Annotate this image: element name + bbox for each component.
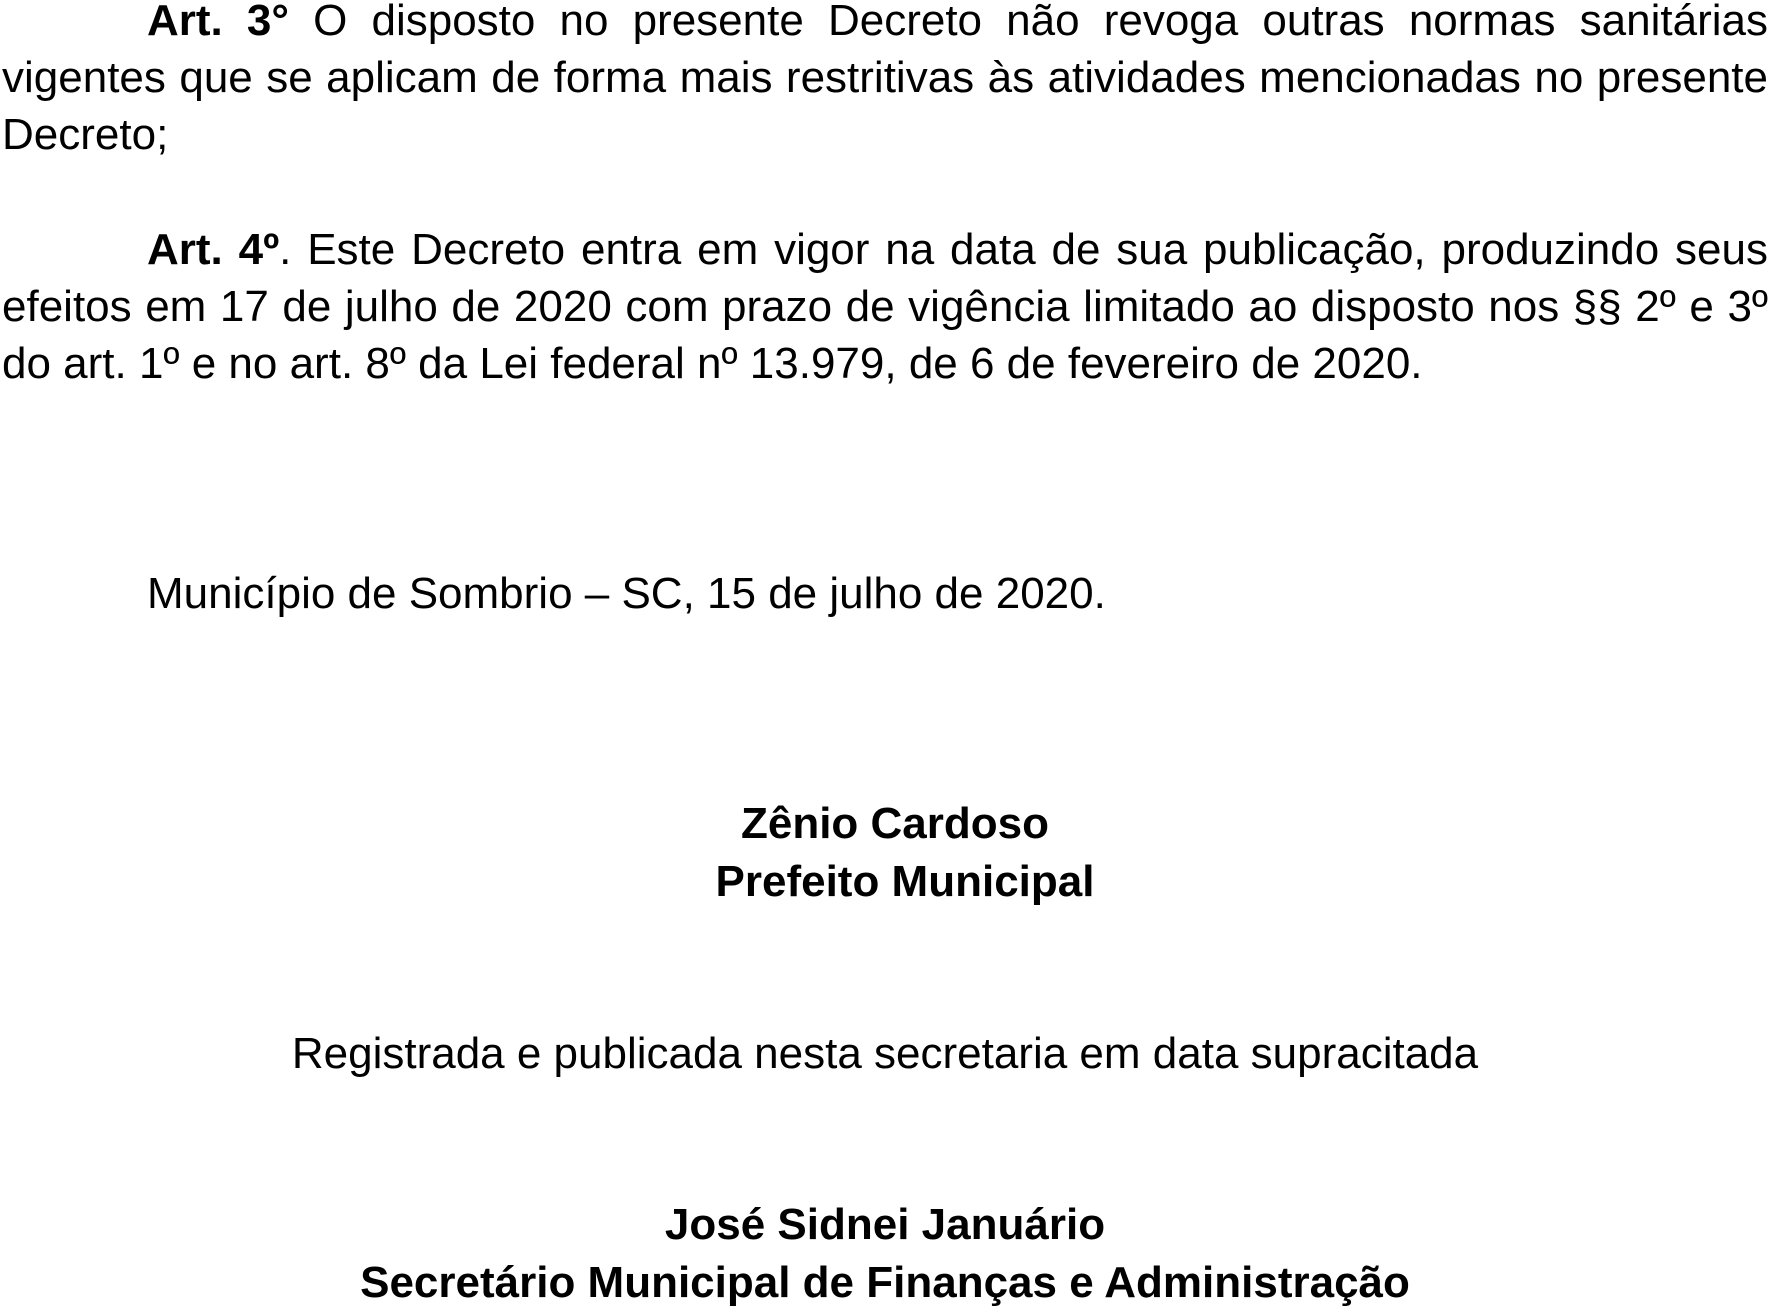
secretary-title: Secretário Municipal de Finanças e Administração: [360, 1258, 1410, 1307]
article-4-text: . Este Decreto entra em vigor na data de sua publicação, produzindo seus efeitos em 17 de julho de 2020 com prazo de vigência limitado ao disposto nos §§ 2º e 3º do art. 1º e no art. 8º da Lei federal nº 13.979, de 6 de fevereiro de 2020.: [2, 225, 1768, 388]
registration-note: Registrada e publicada nesta secretaria em data supracitada: [291, 1029, 1479, 1078]
article-3-text: O disposto no presente Decreto não revoga outras normas sanitárias vigentes que se aplicam de forma mais restritivas às atividades mencionadas no presente Decreto;: [2, 0, 1768, 159]
article-3-label: Art. 3°: [147, 0, 289, 45]
mayor-name: Zênio Cardoso: [740, 799, 1050, 848]
mayor-title: Prefeito Municipal: [715, 857, 1095, 906]
article-4: [2, 221, 1768, 392]
article-3: [2, 0, 1768, 163]
article-4-label: Art. 4º: [147, 225, 280, 274]
secretary-name: José Sidnei Januário: [664, 1200, 1106, 1249]
place-and-date: Município de Sombrio – SC, 15 de julho de 2020.: [147, 569, 1106, 618]
